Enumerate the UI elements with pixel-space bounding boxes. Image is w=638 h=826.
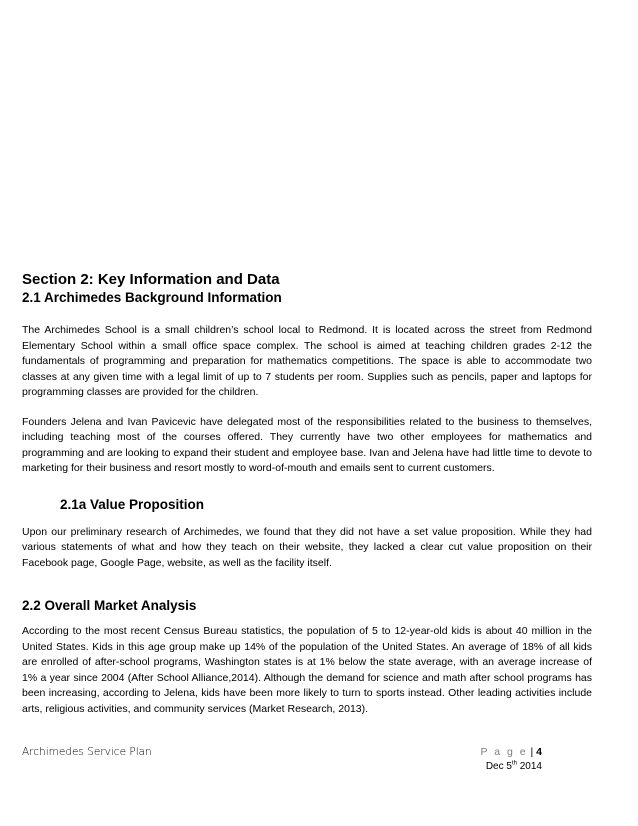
page-label: P a g e bbox=[480, 746, 528, 758]
background-paragraph-1: The Archimedes School is a small children’s school local to Redmond. It is located across the street from Redmond Elementary School within a small office space complex. The school is aimed at teaching children grades 2-12 the fundamentals of programming and preparation for mathematics competitions. The space is able to accommodate two classes at any given time with a legal limit of up to 7 students per room. Supplies such as pencils, paper and laptops for programming classes are provided for the children. bbox=[22, 324, 592, 398]
page-number-line bbox=[432, 746, 542, 758]
date-suffix: th bbox=[511, 760, 517, 767]
footer-date bbox=[432, 761, 542, 772]
page-number: 4 bbox=[536, 746, 542, 758]
market-analysis-heading: 2.2 Overall Market Analysis bbox=[22, 598, 197, 613]
footer-doc-title: Archimedes Service Plan bbox=[22, 746, 152, 758]
background-heading: 2.1 Archimedes Background Information bbox=[22, 290, 282, 305]
date-prefix: Dec 5 bbox=[485, 761, 512, 772]
value-proposition-heading: 2.1a Value Proposition bbox=[60, 496, 205, 512]
value-proposition-paragraph: Upon our preliminary research of Archimedes, we found that they did not have a set value proposition. While they had various statements of what and how they teach on their website, they lacked a clear cut value proposition on their Facebook page, Google Page, website, as well as the facility itself. bbox=[22, 525, 592, 569]
background-paragraph-2: Founders Jelena and Ivan Pavicevic have delegated most of the responsibilities related to the business to themselves, including teaching most of the courses offered. They currently have two other employees for mathematics and programming and are looking to expand their student and employee base. Ivan and Jelena have had little time to devote to marketing for their business and resort mostly to word-of-mouth and emails sent to current customers. bbox=[22, 415, 592, 474]
footer-page-info bbox=[432, 746, 542, 772]
market-analysis-paragraph: According to the most recent Census Bureau statistics, the population of 5 to 12-year-old kids is about 40 million in the United States. Kids in this age group make up 14% of the population of the United States. An average of 18% of all kids are enrolled of after-school programs, Washington states is at 1% below the state average, with an average increase of 1% a year since 2004 (After School Alliance,2014). Although the demand for science and math after school programs has been increasing, according to Jelena, kids have been more likely to turn to sports instead. Other leading activities include arts, religious activities, and community services (Market Research, 2013). bbox=[22, 625, 592, 715]
page-content bbox=[22, 271, 592, 731]
section-title: Section 2: Key Information and Data bbox=[22, 271, 280, 288]
date-year: 2014 bbox=[519, 761, 542, 772]
page-separator: | bbox=[530, 746, 534, 758]
